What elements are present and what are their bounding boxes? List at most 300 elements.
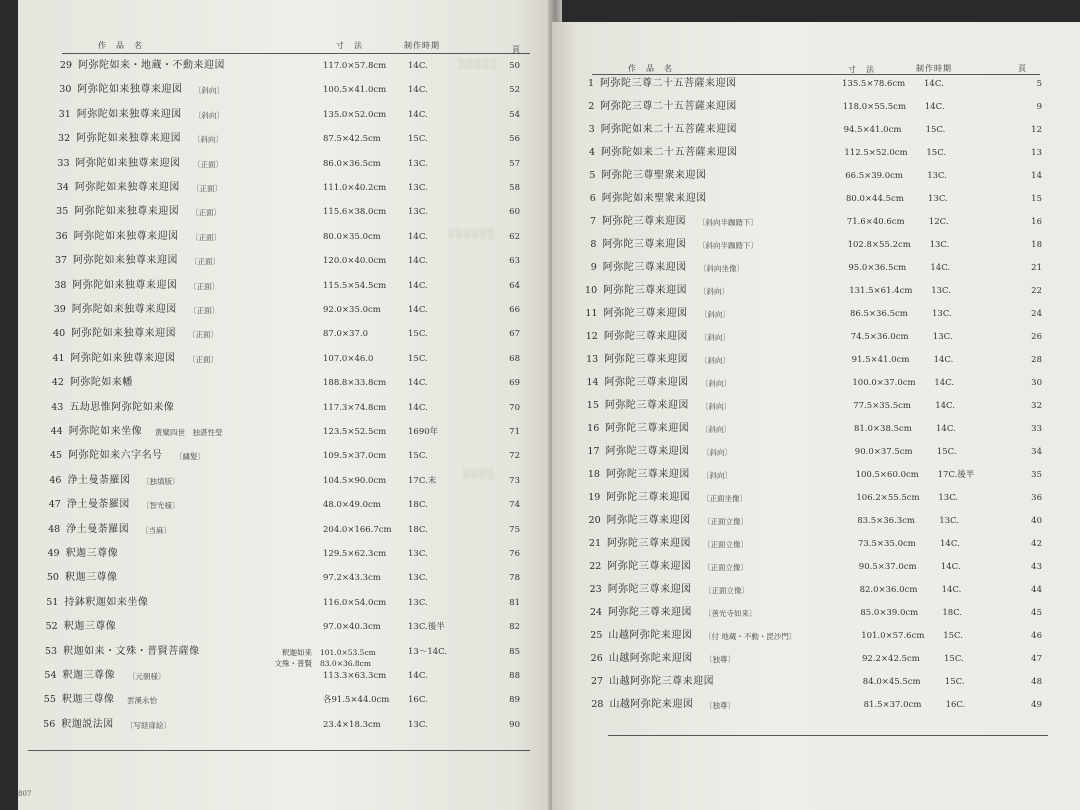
item-note: 〔繍髪〕 xyxy=(175,452,205,462)
item-page: 69 xyxy=(509,378,520,389)
item-era: 14C. xyxy=(408,305,428,315)
item-title: 阿弥陀三尊聖衆来迎図 xyxy=(601,170,707,181)
item-number: 2 xyxy=(588,101,595,112)
item-number: 21 xyxy=(588,538,601,549)
catalog-row xyxy=(552,580,1080,600)
header-size: 寸 法 xyxy=(336,41,363,50)
header-size: 寸 法 xyxy=(848,65,875,74)
item-size: 120.0×40.0cm xyxy=(323,256,387,267)
item-era: 15C. xyxy=(926,148,947,158)
catalog-row xyxy=(18,276,558,296)
item-number: 44 xyxy=(50,426,63,437)
header-era: 制作時期 xyxy=(404,41,440,50)
item-number: 5 xyxy=(589,170,596,181)
item-era: 14C. xyxy=(941,585,962,595)
catalog-row xyxy=(552,442,1080,462)
item-size: 81.0×38.5cm xyxy=(854,424,912,434)
item-page: 56 xyxy=(509,134,520,145)
catalog-row xyxy=(552,258,1080,278)
item-size: 80.0×44.5cm xyxy=(846,194,904,204)
item-title: 釈迦三尊像 xyxy=(61,694,115,706)
item-number: 52 xyxy=(45,621,58,633)
item-note: 〔斜向半跏踏下〕 xyxy=(698,241,758,250)
item-size: 90.5×37.0cm xyxy=(858,562,917,572)
item-page: 46 xyxy=(1031,631,1042,641)
catalog-row xyxy=(18,495,558,515)
item-title: 阿弥陀如来独尊来迎図 xyxy=(74,182,180,193)
item-era: 17C.末 xyxy=(408,475,437,486)
item-size: 123.5×52.5cm xyxy=(323,427,387,437)
item-note: 〔斜向〕 xyxy=(701,379,731,388)
item-era: 18C. xyxy=(942,608,963,618)
item-title: 阿弥陀如来坐像 xyxy=(68,426,143,437)
item-title: 阿弥陀三尊来迎図 xyxy=(608,607,693,618)
item-page: 44 xyxy=(1031,585,1042,595)
item-number: 48 xyxy=(48,523,61,535)
item-era: 14C. xyxy=(933,355,954,365)
item-era: 15C. xyxy=(925,125,946,135)
item-size: 131.5×61.4cm xyxy=(849,286,913,296)
item-size: 135.0×52.0cm xyxy=(323,109,387,120)
catalog-row xyxy=(18,471,558,491)
item-number: 18 xyxy=(587,469,600,480)
catalog-row xyxy=(18,178,558,198)
item-note: 〔付 地蔵・不動・毘沙門〕 xyxy=(704,632,797,641)
item-title: 五劫思惟阿弥陀如来像 xyxy=(69,401,175,413)
header-rule xyxy=(62,53,530,54)
item-page: 15 xyxy=(1031,194,1042,204)
item-note: 〔斜向〕 xyxy=(702,448,732,457)
item-number: 53 xyxy=(45,645,58,657)
catalog-row xyxy=(552,603,1080,623)
item-number: 38 xyxy=(54,279,67,291)
catalog-row xyxy=(552,465,1080,485)
catalog-row xyxy=(552,350,1080,370)
item-number: 14 xyxy=(586,377,599,388)
catalog-row xyxy=(18,398,558,418)
catalog-row xyxy=(552,649,1080,669)
item-page: 18 xyxy=(1031,240,1042,250)
item-note: 〔正面立像〕 xyxy=(703,563,748,572)
item-size: 84.0×45.5cm xyxy=(862,677,921,687)
item-page: 74 xyxy=(509,500,520,511)
item-page: 57 xyxy=(509,158,520,169)
header-page: 頁 xyxy=(1018,64,1027,73)
item-title: 浄土曼荼羅図 xyxy=(67,474,131,486)
item-page: 70 xyxy=(509,402,520,413)
item-era: 1690年 xyxy=(408,427,439,437)
item-number: 20 xyxy=(588,515,601,526)
catalog-row xyxy=(552,672,1080,692)
item-page: 78 xyxy=(509,573,520,584)
item-note: 〔当麻〕 xyxy=(141,525,171,535)
item-title: 阿弥陀三尊来迎図 xyxy=(606,515,691,526)
item-page: 89 xyxy=(509,695,520,706)
item-era: 13C. xyxy=(408,183,428,193)
catalog-row xyxy=(18,56,558,76)
item-title: 阿弥陀如来六字名号 xyxy=(68,450,163,462)
item-note: 〔斜向〕 xyxy=(702,471,732,480)
item-size: 115.6×38.0cm xyxy=(323,207,387,218)
item-page: 28 xyxy=(1031,355,1042,365)
item-note: 〔斜向〕 xyxy=(194,110,224,120)
item-page: 49 xyxy=(1031,700,1042,710)
item-page: 45 xyxy=(1031,608,1042,618)
item-number: 41 xyxy=(52,352,65,364)
item-note: 〔写経扉絵〕 xyxy=(126,720,171,730)
item-note: 〔智光様〕 xyxy=(142,501,180,511)
item-note: 〔斜向〕 xyxy=(700,333,730,342)
item-era: 13C. xyxy=(408,207,428,218)
item-title: 阿弥陀三尊来迎図 xyxy=(603,331,688,342)
item-note: 〔斜向〕 xyxy=(701,425,731,434)
item-page: 64 xyxy=(509,280,520,291)
item-era: 14C. xyxy=(408,402,428,413)
item-number: 4 xyxy=(589,147,596,158)
item-number: 27 xyxy=(591,676,604,687)
item-title: 浄土曼荼羅図 xyxy=(66,499,130,511)
item-size: 117.3×74.8cm xyxy=(323,402,387,413)
item-number: 26 xyxy=(590,653,603,664)
item-title: 山越阿弥陀三尊来迎図 xyxy=(609,676,715,687)
item-note: 〔斜向坐像〕 xyxy=(699,264,744,273)
item-number: 54 xyxy=(44,670,57,681)
item-note: 〔斜向〕 xyxy=(193,135,223,145)
item-number: 46 xyxy=(49,474,62,486)
item-size: 23.4×18.3cm xyxy=(323,719,381,730)
catalog-row xyxy=(552,534,1080,554)
catalog-row xyxy=(552,281,1080,301)
item-note: 〔独填版〕 xyxy=(142,476,180,486)
item-era: 15C. xyxy=(408,451,428,462)
item-title: 阿弥陀三尊来迎図 xyxy=(604,377,689,388)
catalog-row xyxy=(18,593,558,613)
item-title: 阿弥陀三尊来迎図 xyxy=(603,285,688,296)
item-size: 101.0×57.6cm xyxy=(861,631,925,641)
item-page: 12 xyxy=(1031,125,1042,135)
catalog-row xyxy=(18,544,558,564)
item-title: 阿弥陀如来二十五菩薩来迎図 xyxy=(600,124,738,135)
item-size: 87.0×37.0 xyxy=(323,329,368,340)
item-size: 87.5×42.5cm xyxy=(323,134,381,145)
catalog-row xyxy=(18,154,558,174)
catalog-row xyxy=(18,300,558,320)
item-era: 13～14C. xyxy=(408,646,448,657)
item-era: 14C. xyxy=(408,671,428,681)
item-era: 15C. xyxy=(936,447,957,457)
item-title: 山越阿弥陀来迎図 xyxy=(608,653,693,664)
item-era: 14C. xyxy=(408,256,428,267)
item-title: 阿弥陀三尊来迎図 xyxy=(603,308,688,319)
catalog-row xyxy=(18,617,558,637)
show-through-text: ▒▒▒▒▒ xyxy=(458,60,498,70)
catalog-row xyxy=(552,143,1080,163)
item-title: 釈迦如来・文殊・普賢菩薩像 xyxy=(63,645,200,657)
item-note: 〔斜向〕 xyxy=(701,402,731,411)
item-note: 〔正面〕 xyxy=(188,354,218,364)
item-number: 16 xyxy=(587,423,600,434)
item-page: 82 xyxy=(509,622,520,633)
catalog-row xyxy=(18,227,558,247)
item-number: 55 xyxy=(43,694,56,706)
item-era: 14C. xyxy=(934,378,955,388)
item-page: 43 xyxy=(1031,562,1042,572)
row53-label-a: 釈迦如来 xyxy=(282,648,312,657)
item-note: 〔正面〕 xyxy=(191,232,221,242)
item-number: 43 xyxy=(51,401,64,413)
item-title: 阿弥陀如来聖衆来迎図 xyxy=(601,193,707,204)
item-number: 51 xyxy=(46,596,59,608)
item-page: 34 xyxy=(1031,447,1042,457)
item-note: 〔善光寺如来〕 xyxy=(704,609,757,618)
item-number: 47 xyxy=(48,499,61,511)
catalog-row xyxy=(18,129,558,149)
item-title: 山越阿弥陀来迎図 xyxy=(609,699,694,710)
item-number: 7 xyxy=(590,216,597,227)
item-number: 19 xyxy=(588,492,601,503)
item-era: 14C. xyxy=(408,231,428,242)
item-size: 66.5×39.0cm xyxy=(845,171,903,181)
item-era: 14C. xyxy=(924,79,944,89)
item-size: 109.5×37.0cm xyxy=(323,451,387,462)
item-note: 〔元朝様〕 xyxy=(128,672,166,681)
item-number: 34 xyxy=(56,182,69,193)
item-size: 117.0×57.8cm xyxy=(323,61,387,71)
item-size: 115.5×54.5cm xyxy=(323,280,387,291)
item-note: 〔正面立像〕 xyxy=(704,586,749,595)
item-era: 15C. xyxy=(943,631,963,641)
item-number: 39 xyxy=(53,304,66,315)
item-number: 6 xyxy=(589,193,596,204)
item-page: 66 xyxy=(509,305,520,315)
item-size: 86.0×36.5cm xyxy=(323,158,381,169)
item-size: 97.0×40.3cm xyxy=(323,622,381,633)
item-size: 107.0×46.0 xyxy=(323,353,374,364)
item-page: 42 xyxy=(1031,539,1042,549)
item-era: 16C. xyxy=(408,695,428,706)
item-number: 22 xyxy=(589,561,602,572)
item-title: 阿弥陀三尊来迎図 xyxy=(602,216,687,227)
item-note: 〔独尊〕 xyxy=(705,655,735,664)
item-title: 阿弥陀三尊来迎図 xyxy=(606,492,691,503)
item-note: 〔斜向〕 xyxy=(700,356,730,365)
item-number: 56 xyxy=(43,718,56,730)
item-title: 阿弥陀如来独尊来迎図 xyxy=(73,255,179,267)
item-title: 釈迦三尊像 xyxy=(62,670,115,681)
item-era: 14C. xyxy=(940,562,961,572)
item-title: 釈迦説法図 xyxy=(61,718,114,730)
item-title: 阿弥陀如来独尊来迎図 xyxy=(71,328,177,340)
item-page: 36 xyxy=(1031,493,1042,503)
catalog-row xyxy=(552,511,1080,531)
item-era: 14C. xyxy=(940,539,960,549)
item-note: 〔正面〕 xyxy=(188,330,218,340)
item-note: 〔斜向〕 xyxy=(700,310,730,319)
item-era: 13C. xyxy=(932,309,952,319)
item-title: 釈迦三尊像 xyxy=(65,548,119,559)
item-era: 14C. xyxy=(924,102,945,112)
item-number: 28 xyxy=(591,699,604,710)
item-page: 58 xyxy=(509,183,520,193)
item-era: 14C. xyxy=(930,263,951,273)
item-page: 9 xyxy=(1036,102,1042,112)
item-number: 45 xyxy=(49,450,63,462)
item-size: 102.8×55.2cm xyxy=(847,240,911,250)
item-size: 113.3×63.3cm xyxy=(323,671,387,681)
item-page: 14 xyxy=(1031,171,1042,181)
item-size: 111.0×40.2cm xyxy=(323,183,387,193)
item-page: 52 xyxy=(509,85,520,96)
item-size: 100.5×41.0cm xyxy=(323,85,387,96)
item-title: 阿弥陀如来独尊来迎図 xyxy=(73,230,179,242)
item-number: 40 xyxy=(53,328,66,340)
item-title: 阿弥陀三尊二十五菩薩来迎図 xyxy=(600,78,737,89)
show-through-text: ▒▒▒▒ xyxy=(463,470,495,480)
item-title: 阿弥陀如来独尊来迎図 xyxy=(76,108,182,120)
catalog-row xyxy=(18,715,558,735)
catalog-row xyxy=(552,212,1080,232)
catalog-row xyxy=(552,419,1080,439)
row53-size-a: 101.0×53.5cm xyxy=(320,648,376,657)
item-number: 37 xyxy=(54,255,68,267)
item-title: 阿弥陀三尊二十五菩薩来迎図 xyxy=(600,101,737,112)
item-page: 85 xyxy=(509,646,520,657)
show-through-text: ▒▒▒▒▒▒ xyxy=(448,230,496,240)
item-number: 17 xyxy=(587,446,600,457)
item-era: 14C. xyxy=(936,424,956,434)
item-page: 35 xyxy=(1031,470,1042,480)
item-size: 77.5×35.5cm xyxy=(853,401,911,411)
item-era: 14C. xyxy=(408,378,428,389)
item-era: 13C. xyxy=(928,194,948,204)
catalog-row xyxy=(552,235,1080,255)
item-title: 阿弥陀如来独尊来迎図 xyxy=(76,133,182,145)
item-note: 〔正面〕 xyxy=(191,208,221,218)
item-page: 62 xyxy=(509,231,520,242)
catalog-row xyxy=(552,557,1080,577)
item-size: 92.2×42.5cm xyxy=(862,654,920,664)
folio-number: 807 xyxy=(18,790,32,798)
item-title: 阿弥陀如来・地蔵・不動来迎図 xyxy=(78,60,225,71)
item-era: 15C. xyxy=(408,329,428,340)
catalog-row xyxy=(18,202,558,222)
catalog-row xyxy=(18,422,558,442)
item-era: 13C. xyxy=(932,332,953,342)
item-note: 黄檗四世 独湛性瑩 xyxy=(155,428,223,437)
catalog-row xyxy=(18,349,558,369)
item-note: 〔独尊〕 xyxy=(705,701,735,710)
row53-size-b: 83.0×36.8cm xyxy=(320,659,371,668)
item-page: 60 xyxy=(509,207,520,218)
item-era: 14C. xyxy=(408,109,428,120)
item-size: 106.2×55.5cm xyxy=(856,493,920,503)
catalog-row xyxy=(18,568,558,588)
item-number: 13 xyxy=(586,354,599,365)
item-title: 阿弥陀三尊来迎図 xyxy=(602,239,687,250)
catalog-row xyxy=(552,626,1080,646)
item-era: 13C. xyxy=(408,158,428,169)
catalog-row xyxy=(18,446,558,466)
item-title: 山越阿弥陀来迎図 xyxy=(608,630,693,641)
item-number: 8 xyxy=(590,239,597,250)
item-era: 15C. xyxy=(408,353,428,364)
item-page: 54 xyxy=(509,109,520,120)
item-page: 68 xyxy=(509,353,520,364)
item-number: 35 xyxy=(56,206,69,218)
item-era: 13C.後半 xyxy=(408,622,445,633)
item-era: 14C. xyxy=(408,61,428,71)
item-title: 持鉢釈迦如来坐像 xyxy=(64,596,149,608)
item-size: 135.5×78.6cm xyxy=(842,79,906,89)
item-title: 阿弥陀如来独尊来迎図 xyxy=(77,84,183,96)
item-era: 13C. xyxy=(931,286,951,296)
item-page: 22 xyxy=(1031,286,1042,296)
item-title: 阿弥陀如来独尊来迎図 xyxy=(70,352,176,364)
left-page xyxy=(18,0,558,810)
item-size: 80.0×35.0cm xyxy=(323,231,381,242)
item-title: 阿弥陀三尊来迎図 xyxy=(607,538,691,549)
item-era: 13C. xyxy=(408,719,428,730)
item-size: 129.5×62.3cm xyxy=(323,549,387,559)
catalog-row xyxy=(552,74,1080,94)
catalog-row xyxy=(18,520,558,540)
item-era: 15C. xyxy=(944,654,964,664)
catalog-row xyxy=(18,373,558,393)
item-size: 81.5×37.0cm xyxy=(863,700,922,710)
item-number: 49 xyxy=(47,548,60,559)
item-page: 75 xyxy=(509,524,520,535)
item-size: 91.5×41.0cm xyxy=(851,355,910,365)
item-era: 14C. xyxy=(408,85,428,96)
item-era: 13C. xyxy=(408,573,428,584)
item-era: 14C. xyxy=(935,401,955,411)
item-title: 阿弥陀三尊来迎図 xyxy=(604,400,689,411)
item-title: 阿弥陀如来幡 xyxy=(69,377,133,389)
item-page: 88 xyxy=(509,671,520,681)
item-page: 13 xyxy=(1031,148,1042,158)
item-size: 74.5×36.0cm xyxy=(850,332,909,342)
item-title: 浄土曼荼羅図 xyxy=(66,523,130,535)
item-page: 16 xyxy=(1031,217,1042,227)
item-era: 13C. xyxy=(938,493,959,503)
item-era: 18C. xyxy=(408,524,428,535)
item-size: 100.5×60.0cm xyxy=(855,470,919,480)
item-page: 72 xyxy=(509,451,520,462)
item-page: 81 xyxy=(509,597,520,608)
item-size: 204.0×166.7cm xyxy=(323,524,392,535)
item-title: 阿弥陀如来独尊来迎図 xyxy=(72,279,178,291)
item-size: 112.5×52.0cm xyxy=(844,148,908,158)
item-page: 63 xyxy=(509,256,520,267)
item-number: 31 xyxy=(58,108,71,120)
item-number: 11 xyxy=(585,308,598,319)
item-size: 118.0×55.5cm xyxy=(842,102,906,112)
item-note: 雲溪永怡 xyxy=(127,696,157,706)
footer-rule xyxy=(608,735,1048,736)
item-number: 50 xyxy=(46,572,59,584)
item-size: 86.5×36.5cm xyxy=(850,309,908,319)
catalog-row xyxy=(18,666,558,686)
item-size: 188.8×33.8cm xyxy=(323,378,387,389)
item-number: 32 xyxy=(58,133,71,145)
item-number: 30 xyxy=(59,84,72,96)
item-note: 〔斜向半跏踏下〕 xyxy=(698,218,758,227)
item-size: 116.0×54.0cm xyxy=(323,597,387,608)
item-title: 阿弥陀三尊来迎図 xyxy=(605,469,690,480)
item-title: 阿弥陀三尊来迎図 xyxy=(602,262,687,273)
item-page: 76 xyxy=(509,549,520,559)
item-number: 23 xyxy=(589,584,602,595)
